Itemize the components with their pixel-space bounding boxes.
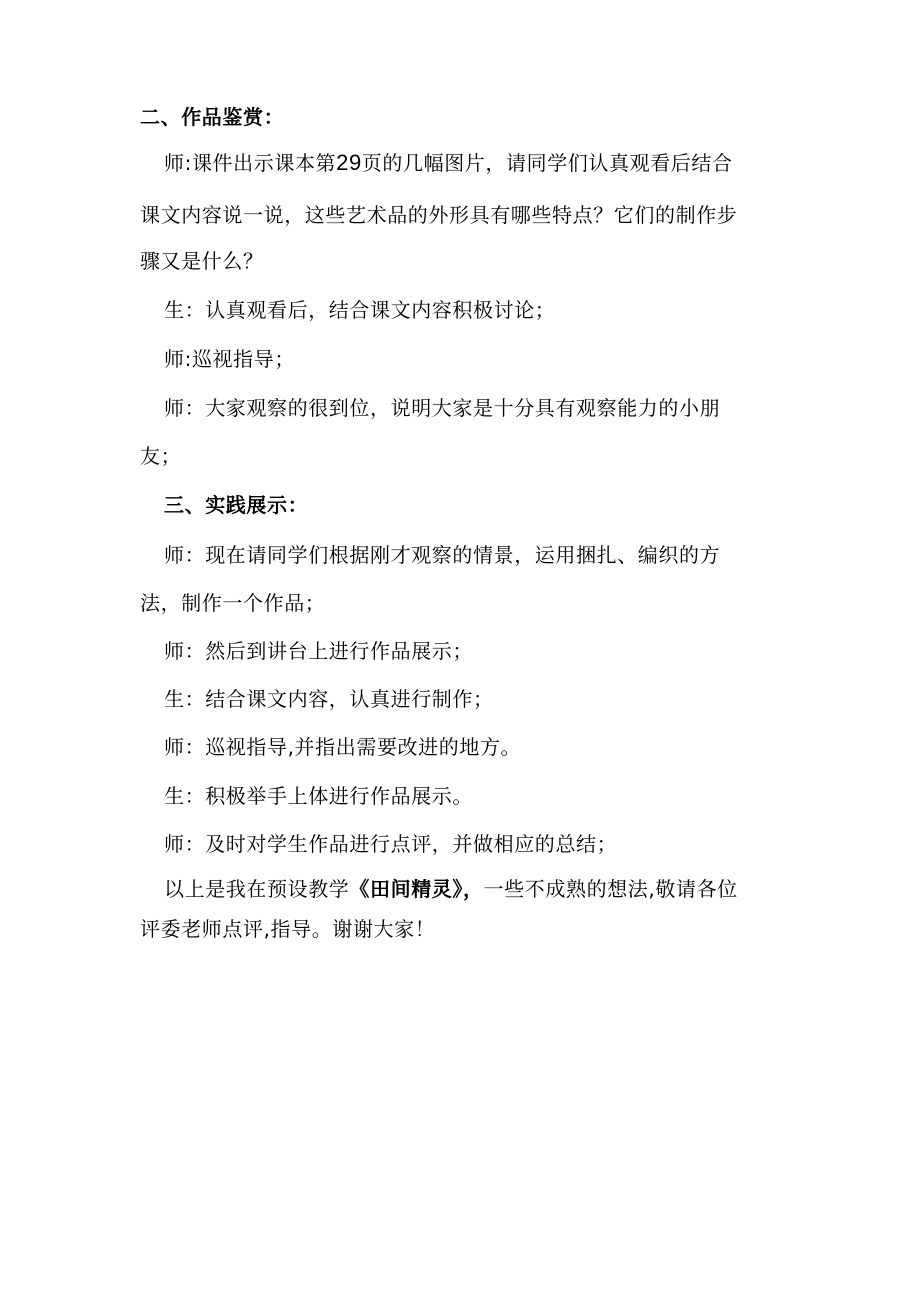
paragraph-line	[140, 202, 737, 228]
page-number-text: 29	[336, 150, 362, 175]
text-run: 师:巡视指导；	[164, 347, 295, 371]
paragraph-line	[164, 686, 494, 712]
paragraph-line	[164, 734, 521, 760]
heading-text: 二、作品鉴赏：	[140, 105, 285, 129]
paragraph-line	[164, 150, 733, 176]
paragraph-line	[140, 590, 325, 616]
paragraph-line	[164, 638, 473, 664]
paragraph-line	[140, 248, 264, 274]
text-run: 评委老师点评,指导。谢谢大家！	[140, 917, 436, 941]
text-run: 师：然后到讲台上进行作品展示；	[164, 639, 473, 663]
text-run: 友；	[140, 444, 182, 468]
paragraph-line	[164, 831, 617, 857]
paragraph-line	[140, 443, 181, 469]
text-run: 师：及时对学生作品进行点评，并做相应的总结；	[164, 832, 618, 856]
lesson-title-text: 《田间精灵》，	[349, 877, 484, 901]
text-run: 师：现在请同学们根据刚才观察的情景，运用捆扎、编织的方	[164, 543, 721, 567]
paragraph-line	[164, 346, 295, 372]
paragraph-line	[164, 783, 473, 809]
text-run: 师：巡视指导,并指出需要改进的地方。	[164, 735, 522, 759]
paragraph-line	[140, 916, 435, 942]
text-run: 法，制作一个作品；	[140, 591, 326, 615]
text-run: 骤又是什么？	[140, 249, 264, 273]
section-heading-appreciation	[140, 104, 284, 130]
paragraph-line	[164, 297, 555, 323]
paragraph-line	[164, 876, 738, 902]
heading-text: 三、实践展示：	[164, 493, 309, 517]
paragraph-line	[164, 542, 720, 568]
text-run: 页的几幅图片，请同学们认真观看后结合	[361, 151, 733, 175]
text-run: 师：大家观察的很到位，说明大家是十分具有观察能力的小朋	[164, 396, 721, 420]
text-run: 一些不成熟的想法,敬请各位	[483, 877, 738, 901]
text-run: 以上是我在预设教学	[164, 877, 350, 901]
section-heading-practice	[164, 492, 308, 518]
text-run: 课文内容说一说，这些艺术品的外形具有哪些特点？它们的制作步	[140, 203, 738, 227]
text-run: 生：积极举手上体进行作品展示。	[164, 784, 473, 808]
paragraph-line	[164, 395, 720, 421]
text-run: 生：认真观看后，结合课文内容积极讨论；	[164, 298, 556, 322]
text-run: 师:课件出示课本第	[164, 151, 337, 175]
text-run: 生：结合课文内容，认真进行制作；	[164, 687, 494, 711]
